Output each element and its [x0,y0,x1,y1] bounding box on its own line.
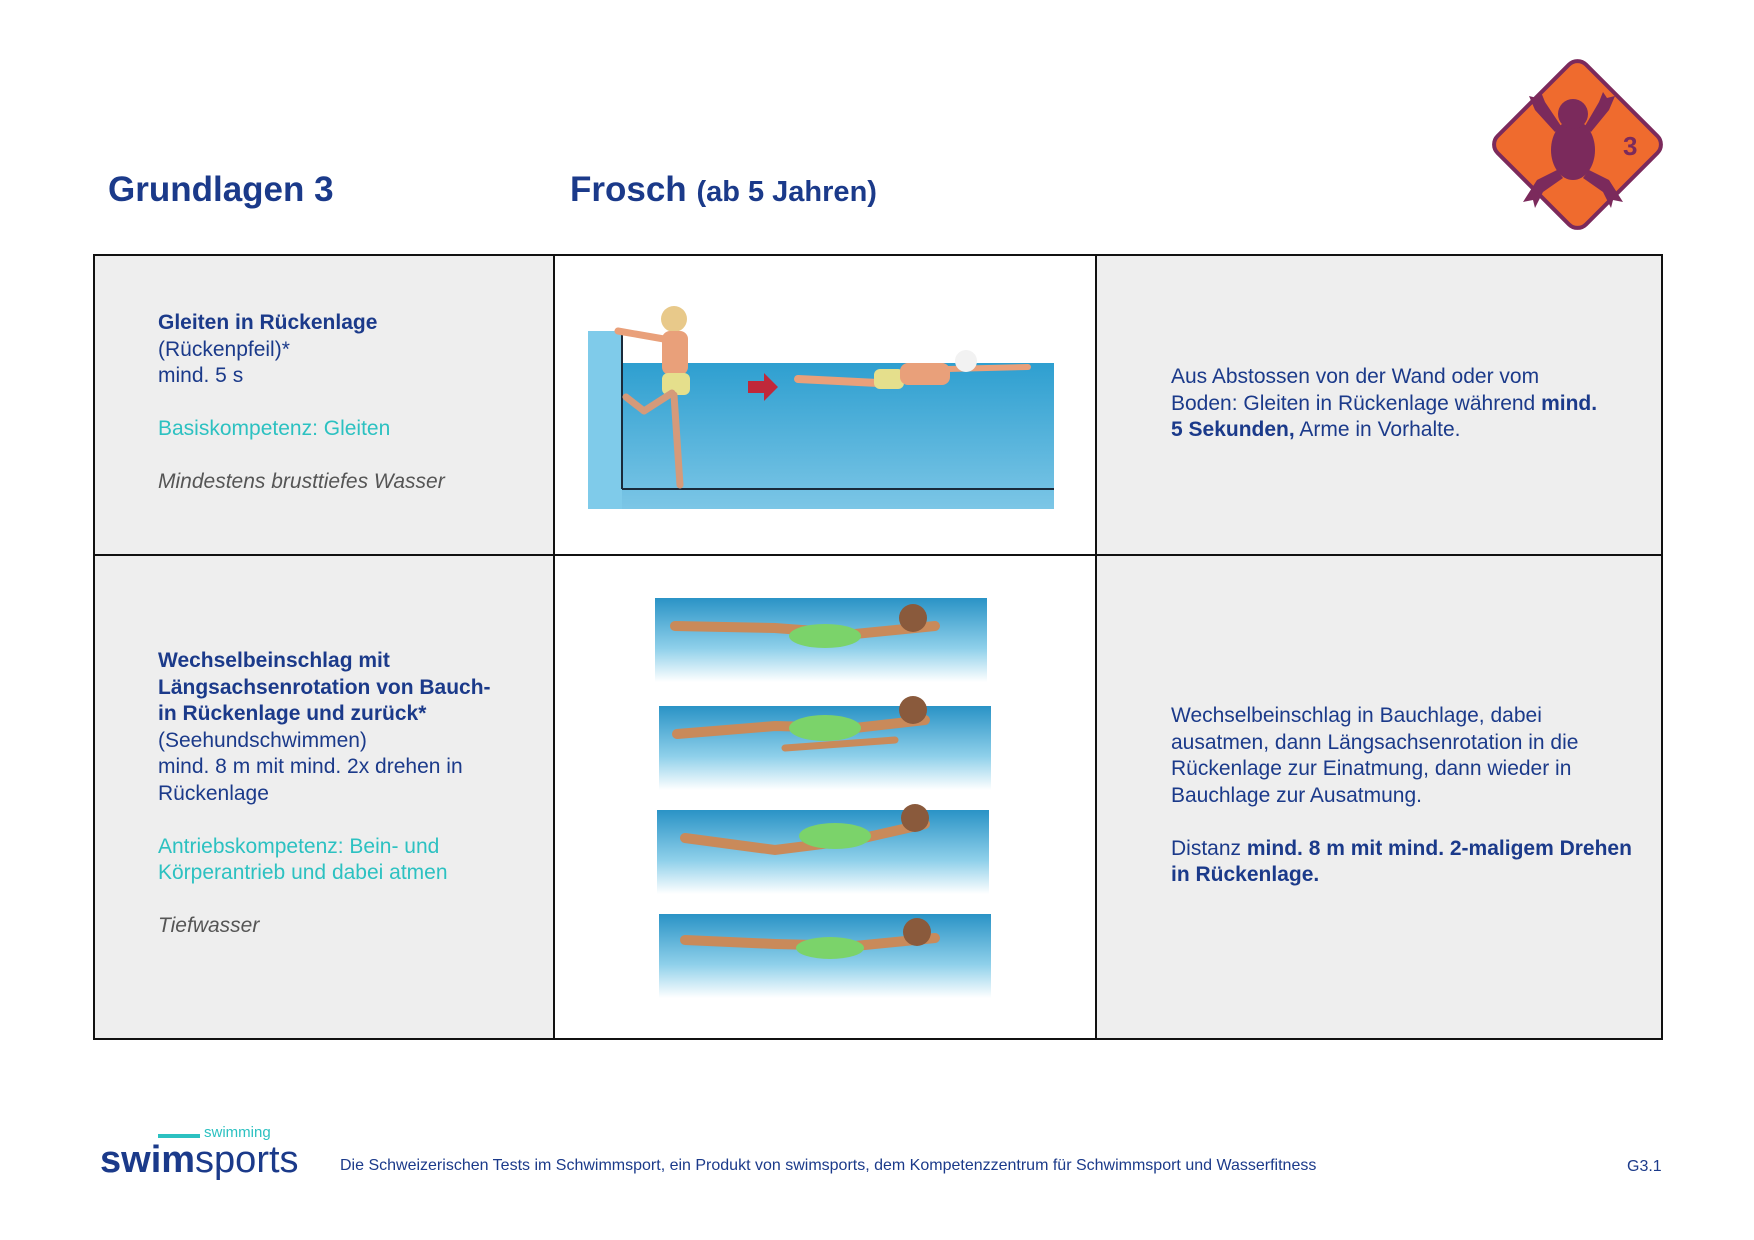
swimmer-frame-4 [659,914,991,998]
level-name: Frosch [570,170,687,209]
row2-illustration [553,554,1095,1038]
svg-text:swimsports: swimsports [100,1139,299,1181]
row1-explanation [1095,256,1661,554]
level-age: (ab 5 Jahren) [696,176,877,208]
seal-swimming-illustration [655,588,995,1008]
explanation-text: Aus Abstossen von der Wand oder vom Boden: Gleiten in Rückenlage während mind. 5 Sekunden, Arme in Vorhalte. [1171,365,1598,441]
section-title: Grundlagen 3 [108,170,334,209]
level-title [570,170,877,210]
exercise-alt-name: (Seehundschwimmen) [158,728,367,752]
page-id: G3.1 [1627,1158,1662,1175]
exercise-title: Gleiten in Rückenlage [158,311,378,334]
exercise-title-line2: Längsachsenrotation von Bauch- [158,675,491,699]
row2-explanation [1095,554,1661,1038]
exercise-title-line1: Wechselbeinschlag mit [158,649,390,672]
swimmer-frame-2 [659,696,991,790]
row2-description [95,554,553,1038]
exercise-title-line3: in Rückenlage und zurück* [158,702,427,725]
exercise-competence: Basiskompetenz: Gleiten [158,417,391,440]
back-glide-illustration [588,301,1054,509]
badge-number: 3 [1623,131,1638,161]
row1-illustration [553,256,1095,554]
exercise-requirement: mind. 5 s [158,364,244,387]
exercise-requirement: mind. 8 m mit mind. 2x drehen in Rückenlage [158,755,463,805]
swimmer-frame-1 [655,598,987,682]
swimsports-logo [100,1120,322,1184]
test-table [93,254,1663,1040]
swimmer-frame-3 [657,804,989,894]
explanation-distance: Distanz mind. 8 m mit mind. 2-maligem Drehen in Rückenlage. [1171,836,1632,886]
exercise-water: Tiefwasser [158,914,260,937]
explanation-text: Wechselbeinschlag in Bauchlage, dabei ausatmen, dann Längsachsenrotation in die Rückenlage zur Einatmung, dann wieder in Bauchlage zur Ausatmung. [1171,704,1579,807]
svg-text:swimming: swimming [204,1124,271,1141]
frog-badge-icon [1485,52,1670,237]
row1-description [95,256,553,554]
footer-text: Die Schweizerischen Tests im Schwimmsport, ein Produkt von swimsports, dem Kompetenzzentrum für Schwimmsport und Wasserfitness [340,1157,1317,1174]
exercise-alt-name: (Rückenpfeil)* [158,337,290,361]
exercise-competence: Antriebskompetenz: Bein- und Körperantrieb und dabei atmen [158,834,448,884]
exercise-water: Mindestens brusttiefes Wasser [158,470,445,493]
